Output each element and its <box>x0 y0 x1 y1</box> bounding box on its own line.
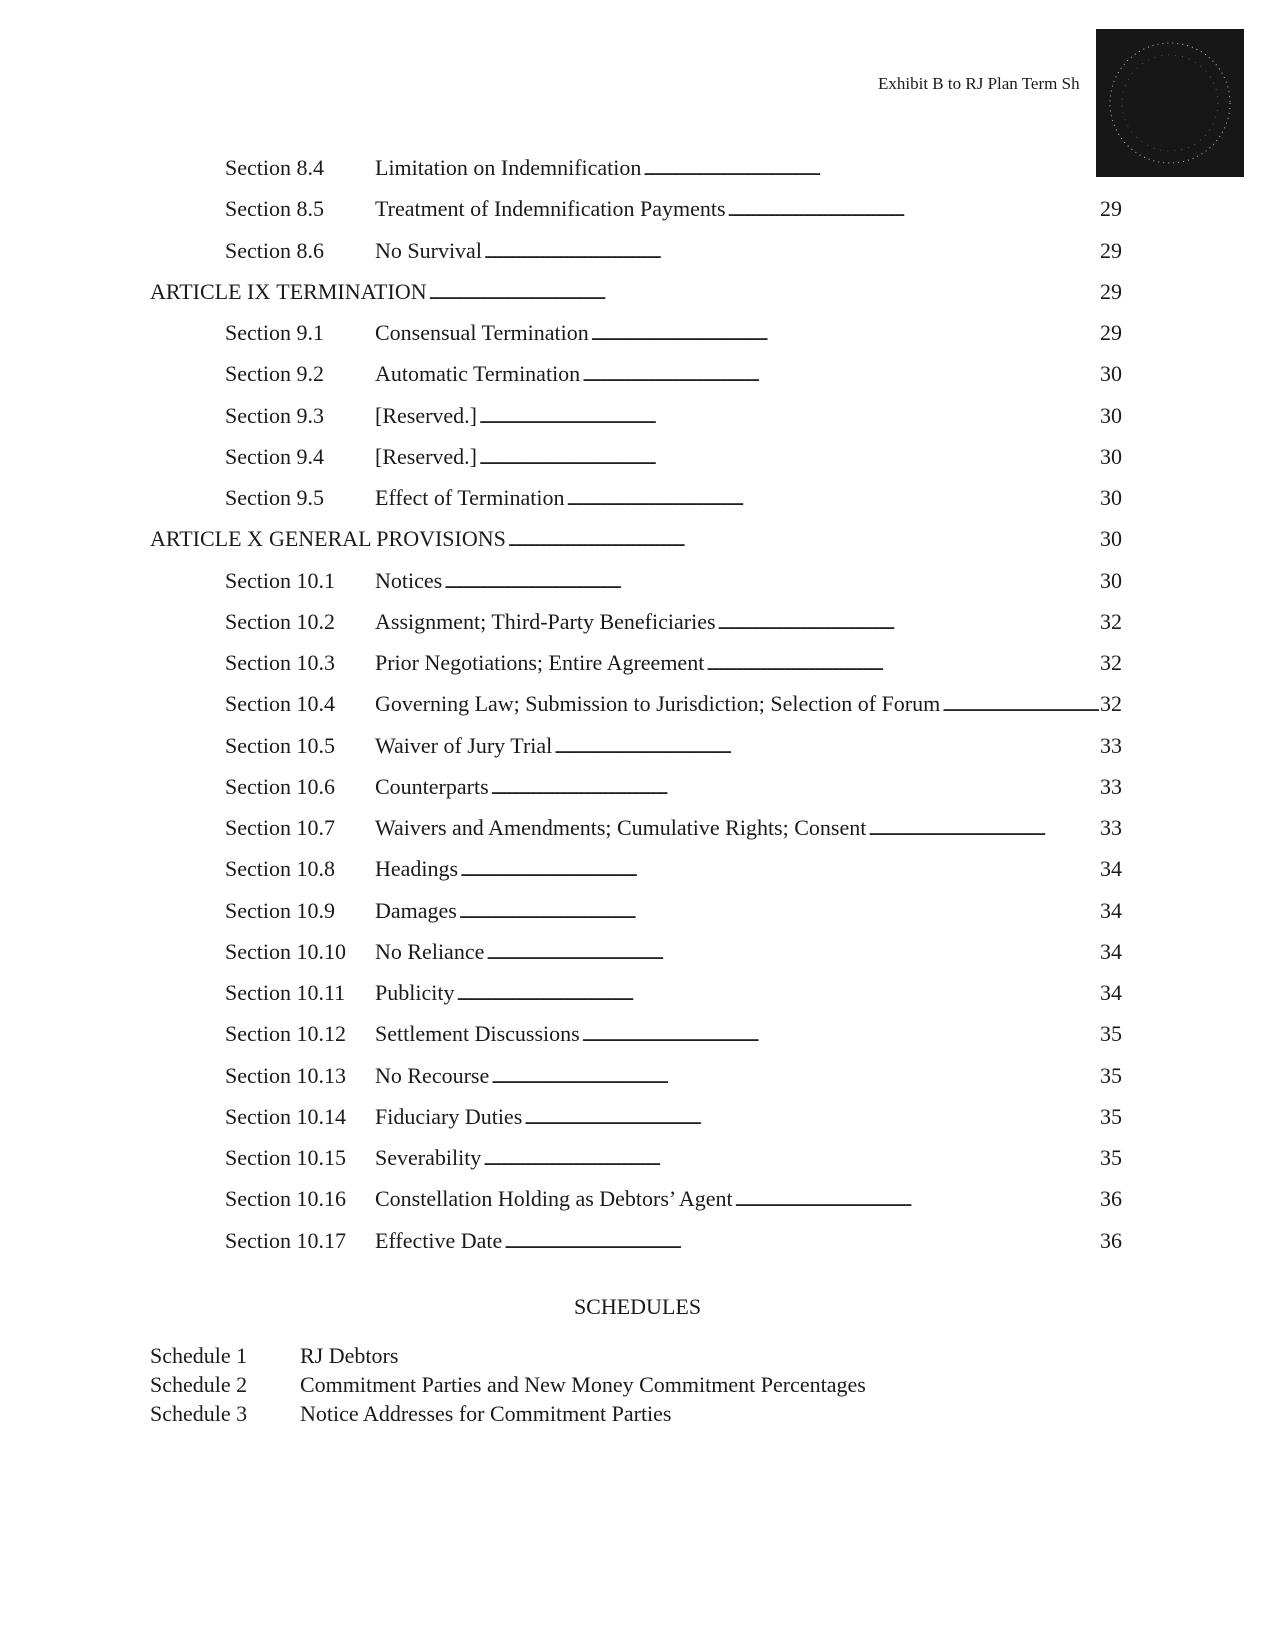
toc-number: Section 10.14 <box>225 1104 346 1129</box>
toc-title: Severability <box>375 1145 482 1170</box>
toc-number: ARTICLE X <box>150 526 263 551</box>
toc-page-number: 29 <box>1100 196 1122 221</box>
schedule-item <box>150 1400 672 1428</box>
schedule-label: Schedule 3 <box>150 1401 248 1426</box>
toc-section-row <box>150 442 1122 472</box>
toc-number: Section 10.1 <box>225 568 335 593</box>
toc-page-number: 33 <box>1100 733 1122 758</box>
schedule-title: RJ Debtors <box>300 1343 399 1368</box>
toc-page-number: 29 <box>1100 320 1122 345</box>
toc-number: Section 10.3 <box>225 650 335 675</box>
toc-section-row <box>150 1184 1122 1214</box>
toc-section-row <box>150 153 1122 183</box>
toc-section-row <box>150 772 1122 802</box>
toc-section-row <box>150 607 1122 637</box>
toc-leader <box>643 153 1121 186</box>
toc-number: Section 9.2 <box>225 361 324 386</box>
toc-number: Section 9.5 <box>225 485 324 510</box>
toc-page-number: 30 <box>1100 485 1122 510</box>
toc-number: Section 10.7 <box>225 815 335 840</box>
toc-page-number: 30 <box>1100 526 1122 551</box>
toc-number: Section 10.13 <box>225 1063 346 1088</box>
toc-section-row <box>150 731 1122 761</box>
toc-number: ARTICLE IX <box>150 279 271 304</box>
toc-section-row <box>150 1061 1122 1091</box>
toc-title: [Reserved.] <box>375 444 478 469</box>
toc-title: Settlement Discussions <box>375 1021 580 1046</box>
toc-title: Waiver of Jury Trial <box>375 733 553 758</box>
toc-section-row <box>150 1226 1122 1256</box>
toc-section-row <box>150 483 1122 513</box>
toc-leader <box>582 1019 1099 1052</box>
toc-page-number: 30 <box>1100 403 1122 428</box>
toc-section-row <box>150 566 1122 596</box>
toc-page-number: 36 <box>1100 1228 1122 1253</box>
toc-section-row <box>150 896 1122 926</box>
toc-page-number: 34 <box>1100 980 1122 1005</box>
schedule-title: Commitment Parties and New Money Commitment Percentages <box>300 1372 866 1397</box>
schedules-heading: SCHEDULES <box>573 1294 702 1319</box>
toc-article-row <box>150 277 1122 307</box>
toc-section-row <box>150 854 1122 884</box>
toc-title: Headings <box>375 856 459 881</box>
toc-title: Treatment of Indemnification Payments <box>375 196 726 221</box>
toc-leader <box>504 1226 1099 1259</box>
toc-page-number: 34 <box>1100 939 1122 964</box>
toc-number: Section 10.17 <box>225 1228 346 1253</box>
toc-title: Constellation Holding as Debtors’ Agent <box>375 1186 733 1211</box>
toc-leader <box>554 731 1099 764</box>
toc-leader <box>706 648 1099 681</box>
toc-leader <box>429 277 1099 310</box>
toc-section-row <box>150 978 1122 1008</box>
toc-leader <box>460 854 1099 887</box>
toc-section-row <box>150 359 1122 389</box>
toc-title: Effect of Termination <box>375 485 565 510</box>
toc-title: Governing Law; Submission to Jurisdiction; Selection of Forum <box>375 691 941 716</box>
toc-number: Section 10.10 <box>225 939 346 964</box>
toc-leader <box>728 194 1099 227</box>
toc-leader <box>735 1184 1099 1217</box>
toc-title: Consensual Termination <box>375 320 589 345</box>
toc-leader <box>524 1102 1099 1135</box>
toc-leader <box>484 236 1099 269</box>
toc-title: Waivers and Amendments; Cumulative Rights; Consent <box>375 815 867 840</box>
toc-leader <box>491 1061 1099 1094</box>
toc-page-number: 32 <box>1100 650 1122 675</box>
toc-page-number: 35 <box>1100 1104 1122 1129</box>
toc-number: Section 8.5 <box>225 196 324 221</box>
toc-section-row <box>150 194 1122 224</box>
page-header: Exhibit B to RJ Plan Term Sh <box>878 74 1080 93</box>
toc-page-number: 30 <box>1100 444 1122 469</box>
toc-leader <box>479 401 1099 434</box>
toc-title: Publicity <box>375 980 455 1005</box>
toc-section-row <box>150 1102 1122 1132</box>
toc-title: Automatic Termination <box>375 361 581 386</box>
toc-leader <box>479 442 1099 475</box>
toc-number: Section 9.4 <box>225 444 324 469</box>
toc-section-row <box>150 1143 1122 1173</box>
toc-title: Fiduciary Duties <box>375 1104 523 1129</box>
toc-leader <box>456 978 1099 1011</box>
toc-section-row <box>150 648 1122 678</box>
toc-number: Section 10.2 <box>225 609 335 634</box>
toc-title: Counterparts <box>375 774 489 799</box>
toc-leader <box>459 896 1099 929</box>
toc-number: Section 10.15 <box>225 1145 346 1170</box>
toc-page-number: 33 <box>1100 815 1122 840</box>
toc-number: Section 10.9 <box>225 898 335 923</box>
schedule-item <box>150 1342 398 1370</box>
toc-title: Notices <box>375 568 443 593</box>
toc-page-number: 30 <box>1100 568 1122 593</box>
toc-number: Section 10.5 <box>225 733 335 758</box>
toc-leader <box>591 318 1099 351</box>
toc-page-number: 34 <box>1100 856 1122 881</box>
toc-leader <box>444 566 1099 599</box>
toc-title: [Reserved.] <box>375 403 478 428</box>
toc-title: TERMINATION <box>276 279 427 304</box>
toc-leader <box>566 483 1099 516</box>
toc-leader <box>508 524 1099 557</box>
toc-title: No Recourse <box>375 1063 490 1088</box>
schedule-item <box>150 1371 866 1399</box>
toc-section-row <box>150 937 1122 967</box>
toc-leader <box>718 607 1099 640</box>
toc-title: Effective Date <box>375 1228 503 1253</box>
toc-number: Section 10.11 <box>225 980 346 1005</box>
toc-page-number: 33 <box>1100 774 1122 799</box>
toc-title: No Reliance <box>375 939 485 964</box>
toc-page-number: 36 <box>1100 1186 1122 1211</box>
toc-page-number: 32 <box>1100 691 1122 716</box>
toc-section-row <box>150 401 1122 431</box>
toc-title: No Survival <box>375 238 482 263</box>
toc-number: Section 10.12 <box>225 1021 346 1046</box>
toc-leader <box>942 689 1099 722</box>
schedule-label: Schedule 2 <box>150 1372 248 1397</box>
toc-leader <box>486 937 1099 970</box>
toc-title: GENERAL PROVISIONS <box>268 526 506 551</box>
toc-page-number: 29 <box>1100 279 1122 304</box>
toc-page-number: 30 <box>1100 361 1122 386</box>
toc-section-row <box>150 689 1122 719</box>
toc-page-number: 32 <box>1100 609 1122 634</box>
toc-title: Limitation on Indemnification <box>375 155 642 180</box>
schedule-title: Notice Addresses for Commitment Parties <box>300 1401 672 1426</box>
toc-number: Section 10.6 <box>225 774 335 799</box>
toc-number: Section 9.1 <box>225 320 324 345</box>
toc-page-number: 34 <box>1100 898 1122 923</box>
schedule-label: Schedule 1 <box>150 1343 248 1368</box>
toc-page-number: 35 <box>1100 1145 1122 1170</box>
toc-section-row <box>150 318 1122 348</box>
toc-title: Damages <box>375 898 457 923</box>
toc-page-number: 29 <box>1100 238 1122 263</box>
toc-leader <box>868 813 1099 846</box>
toc-number: Section 10.4 <box>225 691 335 716</box>
toc-number: Section 10.8 <box>225 856 335 881</box>
toc-section-row <box>150 813 1122 843</box>
toc-leader <box>491 772 1099 805</box>
toc-number: Section 9.3 <box>225 403 324 428</box>
toc-page-number: 35 <box>1100 1063 1122 1088</box>
toc-number: Section 10.16 <box>225 1186 346 1211</box>
toc-section-row <box>150 236 1122 266</box>
toc-number: Section 8.6 <box>225 238 324 263</box>
toc-leader <box>582 359 1099 392</box>
toc-number: Section 8.4 <box>225 155 324 180</box>
toc-page-number: 35 <box>1100 1021 1122 1046</box>
toc-section-row <box>150 1019 1122 1049</box>
toc-title: Prior Negotiations; Entire Agreement <box>375 650 705 675</box>
toc-leader <box>483 1143 1099 1176</box>
toc-title: Assignment; Third-Party Beneficiaries <box>375 609 716 634</box>
toc-article-row <box>150 524 1122 554</box>
